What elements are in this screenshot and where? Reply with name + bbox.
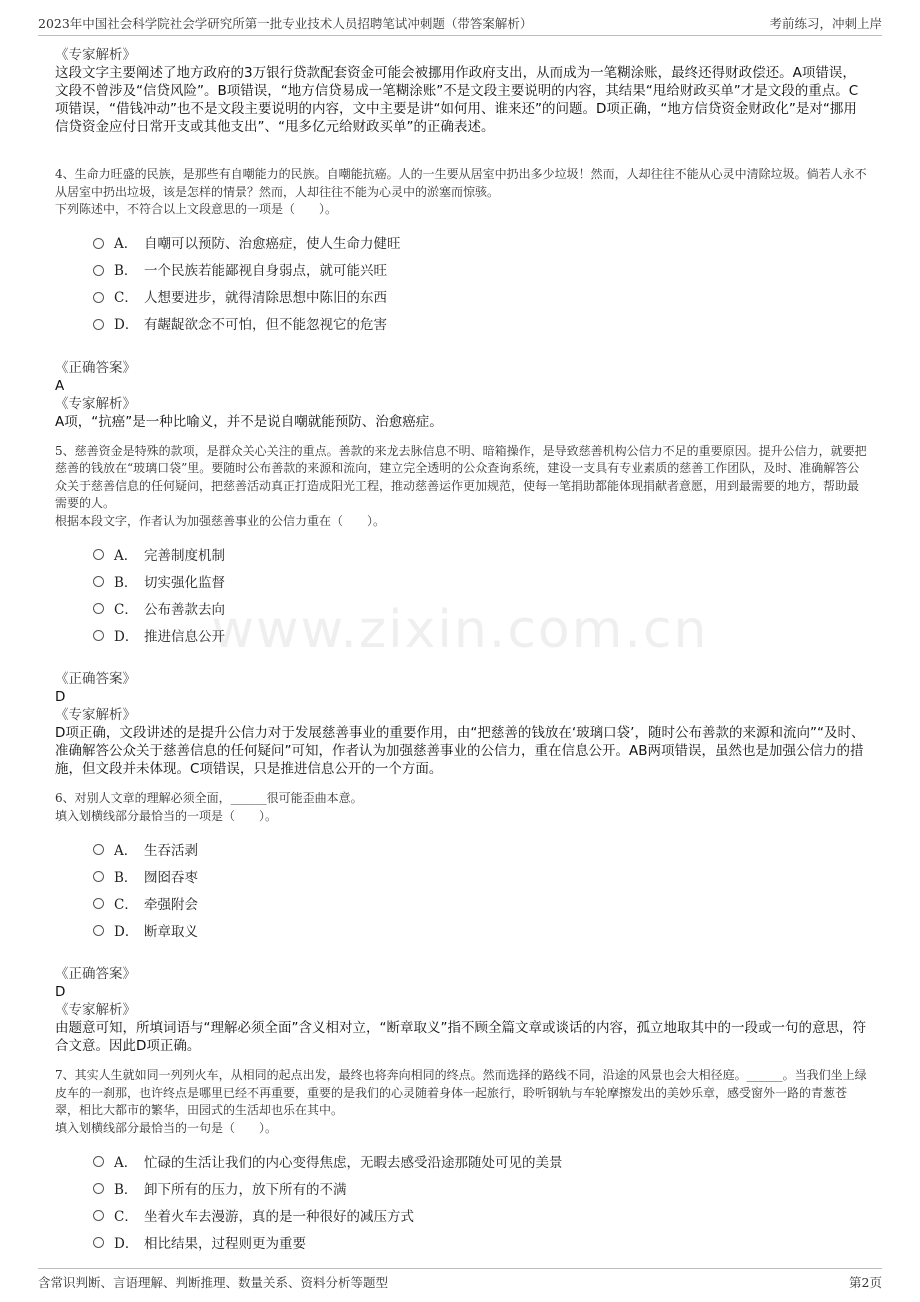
- option-text: 人想要进步，就得清除思想中陈旧的东西: [144, 290, 387, 306]
- option-letter: B．: [114, 263, 138, 279]
- question-6-options: [55, 835, 867, 943]
- question-7: [55, 1067, 867, 1255]
- page-footer: [38, 1268, 882, 1290]
- question-6-answer: D: [55, 984, 66, 1000]
- option-c[interactable]: [93, 283, 867, 310]
- option-text: 推进信息公开: [144, 628, 225, 645]
- option-a[interactable]: [93, 229, 867, 256]
- option-letter: C．: [114, 601, 138, 618]
- option-letter: C．: [114, 1208, 138, 1225]
- option-a[interactable]: [93, 835, 867, 862]
- radio-icon[interactable]: [93, 292, 104, 303]
- question-4-options: [55, 229, 867, 337]
- radio-icon[interactable]: [93, 1237, 104, 1248]
- question-5-options: [55, 540, 867, 648]
- option-text: 相比结果，过程则更为重要: [144, 1235, 306, 1252]
- option-text: 囫囵吞枣: [144, 869, 198, 886]
- document-title: 2023年中国社会科学院社会学研究所第一批专业技术人员招聘笔试冲刺题（带答案解析）: [38, 16, 533, 31]
- option-letter: B．: [114, 574, 138, 591]
- correct-answer-label: 《正确答案》: [55, 359, 136, 376]
- option-text: 一个民族若能鄙视自身弱点，就可能兴旺: [144, 263, 387, 279]
- expert-analysis-label: 《专家解析》: [55, 707, 136, 723]
- option-c[interactable]: [93, 594, 867, 621]
- option-letter: D．: [114, 628, 139, 645]
- radio-icon[interactable]: [93, 549, 104, 560]
- option-text: 忙碌的生活让我们的内心变得焦虑，无暇去感受沿途那随处可见的美景: [144, 1154, 563, 1171]
- question-5: [55, 443, 867, 779]
- radio-icon[interactable]: [93, 871, 104, 882]
- option-b[interactable]: [93, 862, 867, 889]
- option-text: 自嘲可以预防、治愈癌症，使人生命力健旺: [144, 236, 401, 252]
- expert-analysis-label: 《专家解析》: [55, 395, 136, 412]
- radio-icon[interactable]: [93, 265, 104, 276]
- page-number: 第2页: [849, 1275, 882, 1290]
- option-letter: B．: [114, 1181, 138, 1198]
- option-letter: D．: [114, 1235, 139, 1252]
- option-text: 牵强附会: [144, 896, 198, 913]
- option-text: 生吞活剥: [144, 842, 198, 859]
- radio-icon[interactable]: [93, 1183, 104, 1194]
- question-5-answer: D: [55, 689, 66, 705]
- option-d[interactable]: [93, 310, 867, 337]
- expert-analysis-label: 《专家解析》: [55, 47, 136, 63]
- radio-icon[interactable]: [93, 238, 104, 249]
- option-text: 卸下所有的压力，放下所有的不满: [144, 1181, 347, 1198]
- option-letter: A．: [114, 547, 138, 564]
- radio-icon[interactable]: [93, 1210, 104, 1221]
- watermark: www.zixin.com.cn: [211, 600, 709, 660]
- option-letter: A．: [114, 236, 138, 252]
- correct-answer-label: 《正确答案》: [55, 671, 136, 687]
- option-letter: D．: [114, 317, 139, 333]
- option-text: 有龌龊欲念不可怕，但不能忽视它的危害: [144, 317, 387, 333]
- page-content: [55, 40, 867, 1255]
- option-d[interactable]: [93, 621, 867, 648]
- radio-icon[interactable]: [93, 630, 104, 641]
- option-letter: D．: [114, 923, 139, 940]
- radio-icon[interactable]: [93, 603, 104, 614]
- radio-icon[interactable]: [93, 576, 104, 587]
- option-text: 坐着火车去漫游，真的是一种很好的减压方式: [144, 1208, 414, 1225]
- option-d[interactable]: [93, 1228, 867, 1255]
- expert-analysis-label: 《专家解析》: [55, 1002, 136, 1018]
- question-6-prompt: 填入划横线部分最恰当的一项是（ ）。: [55, 808, 278, 823]
- option-d[interactable]: [93, 916, 867, 943]
- option-b[interactable]: [93, 1174, 867, 1201]
- question-5-stem: 5、慈善资金是特殊的款项，是群众关心关注的重点。善款的来龙去脉信息不明、暗箱操作，是导致慈善机构公信力不足的重要原因。提升公信力，就要把慈善的钱放在“玻璃口袋”里。要随时公布善款的来源和流向，建立完全透明的公众查询系统，建设一支具有专业素质的慈善工作团队，及时、准确解答公众关于慈善信息的任何疑问，把慈善活动真正打造成阳光工程，推动慈善运作更加规范，使每一笔捐助都能体现捐献者意愿，用到最需要的地方，帮助最需要的人。: [55, 443, 867, 510]
- question-4-prompt: 下列陈述中，不符合以上文段意思的一项是（ ）。: [55, 202, 338, 216]
- option-b[interactable]: [93, 256, 867, 283]
- option-c[interactable]: [93, 889, 867, 916]
- option-letter: A．: [114, 1154, 138, 1171]
- radio-icon[interactable]: [93, 1156, 104, 1167]
- option-letter: C．: [114, 290, 138, 306]
- option-letter: B．: [114, 869, 138, 886]
- option-c[interactable]: [93, 1201, 867, 1228]
- question-5-explanation: D项正确，文段讲述的是提升公信力对于发展慈善事业的重要作用，由“把慈善的钱放在‘玻璃口袋’，随时公布善款的来源和流向”“及时、准确解答公众关于慈善信息的任何疑问”可知，作者认为加强慈善事业的公信力，重在信息公开。AB两项错误，虽然也是加强公信力的措施，但文段并未体现。C项错误，只是推进信息公开的一个方面。: [55, 725, 865, 777]
- option-a[interactable]: [93, 1147, 867, 1174]
- question-6-stem: 6、对别人文章的理解必须全面，______很可能歪曲本意。: [55, 791, 363, 805]
- question-4: [55, 166, 867, 431]
- footer-topics: 含常识判断、言语理解、判断推理、数量关系、资料分析等题型: [38, 1275, 389, 1290]
- question-5-prompt: 根据本段文字，作者认为加强慈善事业的公信力重在（ ）。: [55, 513, 386, 528]
- question-7-options: [55, 1147, 867, 1255]
- option-text: 切实强化监督: [144, 574, 225, 591]
- option-text: 完善制度机制: [144, 547, 225, 564]
- option-text: 公布善款去向: [144, 601, 225, 618]
- option-letter: C．: [114, 896, 138, 913]
- question-6: [55, 790, 867, 1055]
- radio-icon[interactable]: [93, 925, 104, 936]
- option-b[interactable]: [93, 567, 867, 594]
- page-header: [38, 10, 882, 36]
- radio-icon[interactable]: [93, 844, 104, 855]
- radio-icon[interactable]: [93, 319, 104, 330]
- option-letter: A．: [114, 842, 138, 859]
- option-text: 断章取义: [144, 923, 198, 940]
- question-3-explanation-block: [55, 46, 867, 136]
- header-slogan: 考前练习，冲刺上岸: [769, 16, 882, 31]
- radio-icon[interactable]: [93, 898, 104, 909]
- question-4-answer: A: [55, 377, 65, 394]
- question-4-explanation: A项，“抗癌”是一种比喻义，并不是说自嘲就能预防、治愈癌症。: [55, 413, 443, 430]
- question-6-explanation: 由题意可知，所填词语与“理解必须全面”含义相对立，“断章取义”指不顾全篇文章或谈话的内容，孤立地取其中的一段或一句的意思，符合文意。因此D项正确。: [55, 1020, 866, 1054]
- question-7-prompt: 填入划横线部分最恰当的一句是（ ）。: [55, 1120, 278, 1135]
- option-a[interactable]: [93, 540, 867, 567]
- correct-answer-label: 《正确答案》: [55, 966, 136, 982]
- question-4-stem: 4、生命力旺盛的民族，是那些有自嘲能力的民族。自嘲能抗癌。人的一生要从居室中扔出多少垃圾！然而，人却往往不能从心灵中清除垃圾。倘若人永不从居室中扔出垃圾，该是怎样的情景？然而，人却往往不能为心灵中的淤塞而惊骇。: [55, 167, 867, 199]
- question-7-stem: 7、其实人生就如同一列列火车，从相同的起点出发，最终也将奔向相同的终点。然而选择的路线不同，沿途的风景也会大相径庭。______。当我们坐上绿皮车的一刹那，也许终点是哪里已经不再重要，重要的是我们的心灵随着身体一起旅行，聆听钢轨与车轮摩擦发出的美妙乐章，感受窗外一路的青葱苍翠，相比大都市的繁华，田园式的生活却也乐在其中。: [55, 1068, 867, 1117]
- question-3-explanation: 这段文字主要阐述了地方政府的3万银行贷款配套资金可能会被挪用作政府支出，从而成为一笔糊涂账，最终还得财政偿还。A项错误，文段不曾涉及“信贷风险”。B项错误，“地方信贷易成一笔糊涂账”不是文段主要说明的内容，其结果“甩给财政买单”才是文段的重点。C项错误，“借钱冲动”也不是文段主要说明的内容，文中主要是讲“如何用、谁来还”的问题。D项正确，“地方信贷资金财政化”是对“挪用信贷资金应付日常开支或其他支出”、“甩多亿元给财政买单”的正确表述。: [55, 65, 859, 135]
